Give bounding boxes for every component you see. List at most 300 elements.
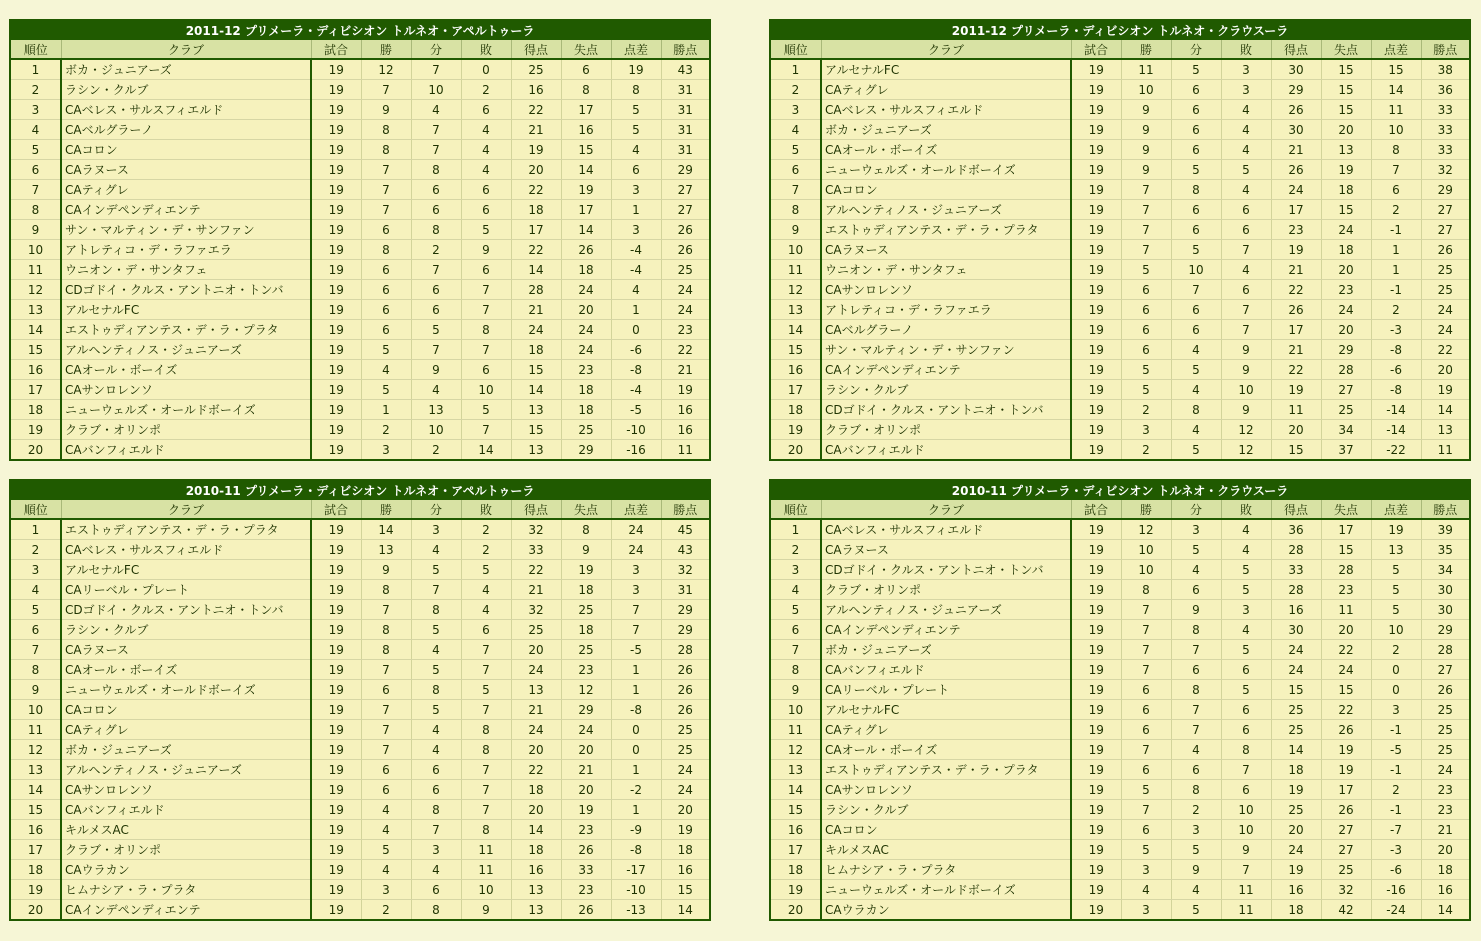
- rank-cell: 8: [771, 200, 821, 220]
- goal-diff-cell: 5: [611, 120, 661, 140]
- goals-against-cell: 17: [561, 200, 611, 220]
- drawn-cell: 10: [1171, 260, 1221, 280]
- goal-diff-cell: -5: [611, 400, 661, 420]
- goal-diff-cell: 24: [611, 540, 661, 560]
- points-cell: 24: [1421, 300, 1469, 320]
- rank-cell: 6: [11, 620, 61, 640]
- drawn-cell: 6: [1171, 80, 1221, 100]
- club-cell: CAオール・ボーイズ: [821, 140, 1071, 160]
- goals-against-cell: 20: [561, 780, 611, 800]
- points-cell: 19: [661, 820, 709, 840]
- column-header-rank: 順位: [771, 40, 821, 59]
- drawn-cell: 7: [411, 120, 461, 140]
- goals-for-cell: 26: [1271, 300, 1321, 320]
- lost-cell: 7: [461, 640, 511, 660]
- rank-cell: 17: [771, 380, 821, 400]
- goals-for-cell: 18: [511, 840, 561, 860]
- won-cell: 8: [361, 620, 411, 640]
- goals-against-cell: 25: [561, 600, 611, 620]
- table-row: [771, 400, 1469, 420]
- goals-for-cell: 26: [1271, 160, 1321, 180]
- won-cell: 6: [1121, 700, 1171, 720]
- points-cell: 25: [661, 740, 709, 760]
- goals-for-cell: 22: [1271, 360, 1321, 380]
- club-cell: アルセナルFC: [821, 59, 1071, 80]
- club-cell: CAバンフィエルド: [61, 440, 311, 460]
- won-cell: 9: [1121, 120, 1171, 140]
- drawn-cell: 5: [1171, 240, 1221, 260]
- won-cell: 7: [1121, 800, 1171, 820]
- goals-for-cell: 14: [511, 820, 561, 840]
- goal-diff-cell: -5: [1371, 740, 1421, 760]
- goals-against-cell: 32: [1321, 880, 1371, 900]
- drawn-cell: 9: [1171, 860, 1221, 880]
- rank-cell: 1: [771, 59, 821, 80]
- goal-diff-cell: -1: [1371, 280, 1421, 300]
- goals-against-cell: 12: [561, 680, 611, 700]
- points-cell: 28: [1421, 640, 1469, 660]
- goals-for-cell: 17: [1271, 200, 1321, 220]
- points-cell: 25: [1421, 260, 1469, 280]
- goal-diff-cell: 3: [611, 560, 661, 580]
- rank-cell: 18: [771, 400, 821, 420]
- column-header-goal-diff: 点差: [1371, 40, 1421, 59]
- lost-cell: 7: [461, 700, 511, 720]
- lost-cell: 10: [1221, 380, 1271, 400]
- points-cell: 24: [661, 300, 709, 320]
- points-cell: 13: [1421, 420, 1469, 440]
- goals-for-cell: 21: [511, 120, 561, 140]
- lost-cell: 2: [461, 519, 511, 540]
- won-cell: 7: [361, 740, 411, 760]
- goals-against-cell: 26: [1321, 720, 1371, 740]
- goals-for-cell: 16: [1271, 880, 1321, 900]
- goals-against-cell: 9: [561, 540, 611, 560]
- drawn-cell: 8: [411, 680, 461, 700]
- goals-for-cell: 24: [1271, 640, 1321, 660]
- won-cell: 9: [361, 560, 411, 580]
- rank-cell: 14: [11, 320, 61, 340]
- won-cell: 5: [361, 380, 411, 400]
- won-cell: 7: [361, 700, 411, 720]
- played-cell: 19: [1071, 200, 1121, 220]
- rank-cell: 8: [11, 660, 61, 680]
- goals-against-cell: 29: [561, 440, 611, 460]
- standings-table-2010-11-apertura: [9, 479, 711, 921]
- points-cell: 32: [661, 560, 709, 580]
- goals-for-cell: 24: [511, 320, 561, 340]
- table-row: [771, 700, 1469, 720]
- club-cell: ボカ・ジュニアーズ: [61, 740, 311, 760]
- lost-cell: 7: [461, 760, 511, 780]
- table-row: [11, 240, 709, 260]
- played-cell: 19: [1071, 59, 1121, 80]
- won-cell: 10: [1121, 80, 1171, 100]
- club-cell: CAラヌース: [821, 540, 1071, 560]
- lost-cell: 8: [461, 320, 511, 340]
- lost-cell: 9: [461, 240, 511, 260]
- won-cell: 7: [361, 720, 411, 740]
- rank-cell: 3: [11, 560, 61, 580]
- rank-cell: 13: [771, 300, 821, 320]
- goal-diff-cell: -16: [611, 440, 661, 460]
- points-cell: 25: [661, 720, 709, 740]
- goal-diff-cell: -8: [611, 700, 661, 720]
- table-row: [11, 440, 709, 460]
- played-cell: 19: [1071, 160, 1121, 180]
- goals-for-cell: 25: [1271, 700, 1321, 720]
- goal-diff-cell: 0: [1371, 680, 1421, 700]
- goals-against-cell: 27: [1321, 380, 1371, 400]
- club-cell: ニューウェルズ・オールドボーイズ: [61, 400, 311, 420]
- table-row: [771, 180, 1469, 200]
- club-cell: CAコロン: [821, 820, 1071, 840]
- standings-table-2011-12-apertura: [9, 19, 711, 461]
- goals-for-cell: 14: [511, 380, 561, 400]
- table-row: [11, 400, 709, 420]
- column-header-goals-for: 得点: [1271, 500, 1321, 519]
- club-cell: CAコロン: [821, 180, 1071, 200]
- goal-diff-cell: 6: [1371, 180, 1421, 200]
- goals-against-cell: 20: [1321, 120, 1371, 140]
- rank-cell: 20: [11, 900, 61, 920]
- points-cell: 15: [661, 880, 709, 900]
- goal-diff-cell: 11: [1371, 100, 1421, 120]
- table-row: [771, 380, 1469, 400]
- goals-against-cell: 18: [561, 580, 611, 600]
- won-cell: 6: [1121, 340, 1171, 360]
- lost-cell: 9: [1221, 400, 1271, 420]
- won-cell: 7: [1121, 620, 1171, 640]
- points-cell: 43: [661, 540, 709, 560]
- goals-against-cell: 26: [561, 900, 611, 920]
- rank-cell: 12: [11, 280, 61, 300]
- club-cell: サン・マルティン・デ・サンファン: [821, 340, 1071, 360]
- goals-against-cell: 14: [561, 160, 611, 180]
- club-cell: CAバンフィエルド: [821, 440, 1071, 460]
- goal-diff-cell: -3: [1371, 320, 1421, 340]
- goals-against-cell: 13: [1321, 140, 1371, 160]
- goal-diff-cell: 5: [1371, 600, 1421, 620]
- played-cell: 19: [1071, 260, 1121, 280]
- rank-cell: 19: [11, 420, 61, 440]
- won-cell: 7: [361, 600, 411, 620]
- played-cell: 19: [311, 780, 361, 800]
- lost-cell: 2: [461, 540, 511, 560]
- table-row: [11, 420, 709, 440]
- goals-for-cell: 18: [511, 780, 561, 800]
- table-row: [11, 280, 709, 300]
- drawn-cell: 6: [1171, 140, 1221, 160]
- club-cell: アルヘンティノス・ジュニアーズ: [61, 760, 311, 780]
- won-cell: 5: [361, 340, 411, 360]
- goal-diff-cell: 5: [611, 100, 661, 120]
- rank-cell: 14: [771, 320, 821, 340]
- club-cell: CDゴドイ・クルス・アントニオ・トンバ: [61, 600, 311, 620]
- won-cell: 6: [361, 220, 411, 240]
- points-cell: 27: [1421, 200, 1469, 220]
- column-header-club: クラブ: [61, 500, 311, 519]
- column-header-drawn: 分: [411, 40, 461, 59]
- goal-diff-cell: 5: [1371, 560, 1421, 580]
- goals-against-cell: 25: [561, 640, 611, 660]
- goals-against-cell: 24: [1321, 660, 1371, 680]
- won-cell: 9: [361, 100, 411, 120]
- rank-cell: 10: [771, 240, 821, 260]
- rank-cell: 4: [771, 120, 821, 140]
- club-cell: ニューウェルズ・オールドボーイズ: [821, 880, 1071, 900]
- table-title: 2010-11 プリメーラ・ディビシオン トルネオ・アペルトゥーラ: [11, 481, 709, 500]
- played-cell: 19: [311, 260, 361, 280]
- drawn-cell: 7: [1171, 700, 1221, 720]
- goals-against-cell: 18: [561, 260, 611, 280]
- won-cell: 8: [1121, 580, 1171, 600]
- club-cell: CAティグレ: [821, 80, 1071, 100]
- lost-cell: 9: [1221, 340, 1271, 360]
- points-cell: 29: [661, 620, 709, 640]
- played-cell: 19: [1071, 860, 1121, 880]
- column-header-points: 勝点: [661, 500, 709, 519]
- standings-table: [771, 481, 1469, 919]
- table-title: 2011-12 プリメーラ・ディビシオン トルネオ・クラウスーラ: [771, 21, 1469, 40]
- played-cell: 19: [311, 220, 361, 240]
- won-cell: 2: [361, 420, 411, 440]
- table-row: [771, 519, 1469, 540]
- club-cell: サン・マルティン・デ・サンファン: [61, 220, 311, 240]
- drawn-cell: 7: [1171, 720, 1221, 740]
- played-cell: 19: [1071, 400, 1121, 420]
- drawn-cell: 8: [1171, 680, 1221, 700]
- drawn-cell: 2: [1171, 800, 1221, 820]
- goals-for-cell: 32: [511, 519, 561, 540]
- played-cell: 19: [311, 240, 361, 260]
- club-cell: CAオール・ボーイズ: [821, 740, 1071, 760]
- drawn-cell: 7: [411, 59, 461, 80]
- played-cell: 19: [311, 140, 361, 160]
- goals-against-cell: 18: [561, 620, 611, 640]
- club-cell: ニューウェルズ・オールドボーイズ: [61, 680, 311, 700]
- drawn-cell: 3: [411, 840, 461, 860]
- club-cell: CDゴドイ・クルス・アントニオ・トンバ: [821, 560, 1071, 580]
- played-cell: 19: [1071, 840, 1121, 860]
- goals-for-cell: 28: [511, 280, 561, 300]
- drawn-cell: 6: [411, 280, 461, 300]
- points-cell: 33: [1421, 120, 1469, 140]
- won-cell: 7: [1121, 240, 1171, 260]
- lost-cell: 11: [461, 860, 511, 880]
- goals-against-cell: 24: [561, 340, 611, 360]
- rank-cell: 16: [771, 360, 821, 380]
- goals-against-cell: 19: [561, 180, 611, 200]
- goals-against-cell: 25: [1321, 400, 1371, 420]
- points-cell: 43: [661, 59, 709, 80]
- goals-against-cell: 17: [561, 100, 611, 120]
- rank-cell: 4: [771, 580, 821, 600]
- column-header-drawn: 分: [411, 500, 461, 519]
- goal-diff-cell: 13: [1371, 540, 1421, 560]
- lost-cell: 5: [1221, 680, 1271, 700]
- points-cell: 26: [661, 660, 709, 680]
- lost-cell: 4: [1221, 140, 1271, 160]
- column-header-club: クラブ: [61, 40, 311, 59]
- rank-cell: 3: [11, 100, 61, 120]
- points-cell: 22: [1421, 340, 1469, 360]
- column-header-goals-against: 失点: [1321, 500, 1371, 519]
- goal-diff-cell: 3: [611, 580, 661, 600]
- goals-against-cell: 20: [1321, 620, 1371, 640]
- won-cell: 3: [1121, 420, 1171, 440]
- goal-diff-cell: -8: [611, 840, 661, 860]
- played-cell: 19: [311, 380, 361, 400]
- played-cell: 19: [311, 300, 361, 320]
- goals-against-cell: 34: [1321, 420, 1371, 440]
- goals-for-cell: 24: [511, 720, 561, 740]
- rank-cell: 14: [771, 780, 821, 800]
- club-cell: アトレティコ・デ・ラファエラ: [61, 240, 311, 260]
- goals-for-cell: 13: [511, 440, 561, 460]
- goals-for-cell: 19: [511, 140, 561, 160]
- rank-cell: 9: [771, 220, 821, 240]
- goals-for-cell: 30: [1271, 120, 1321, 140]
- rank-cell: 11: [11, 260, 61, 280]
- goal-diff-cell: 4: [611, 140, 661, 160]
- drawn-cell: 6: [1171, 320, 1221, 340]
- goals-for-cell: 20: [1271, 820, 1321, 840]
- goals-against-cell: 19: [1321, 740, 1371, 760]
- goals-for-cell: 19: [1271, 860, 1321, 880]
- points-cell: 24: [661, 780, 709, 800]
- won-cell: 6: [1121, 760, 1171, 780]
- played-cell: 19: [311, 700, 361, 720]
- table-title: 2010-11 プリメーラ・ディビシオン トルネオ・クラウスーラ: [771, 481, 1469, 500]
- drawn-cell: 7: [1171, 280, 1221, 300]
- rank-cell: 10: [771, 700, 821, 720]
- table-row: [11, 560, 709, 580]
- table-row: [771, 740, 1469, 760]
- points-cell: 14: [1437, 902, 1453, 917]
- played-cell: 19: [311, 59, 361, 80]
- rank-cell: 5: [11, 140, 61, 160]
- table-row: [11, 600, 709, 620]
- goals-for-cell: 18: [511, 200, 561, 220]
- column-header-goals-for: 得点: [511, 500, 561, 519]
- played-cell: 19: [1071, 600, 1121, 620]
- club-cell: キルメスAC: [61, 820, 311, 840]
- points-cell: 39: [1421, 519, 1469, 540]
- points-cell: 36: [1421, 80, 1469, 100]
- won-cell: 10: [1121, 540, 1171, 560]
- drawn-cell: 3: [1171, 820, 1221, 840]
- club-cell: ウニオン・デ・サンタフェ: [61, 260, 311, 280]
- table-row: [11, 300, 709, 320]
- rank-cell: 12: [11, 740, 61, 760]
- points-cell: 23: [661, 320, 709, 340]
- played-cell: 19: [1071, 440, 1121, 460]
- played-cell: 19: [311, 640, 361, 660]
- goals-against-cell: 25: [1321, 860, 1371, 880]
- table-row: [771, 140, 1469, 160]
- rank-cell: 17: [11, 840, 61, 860]
- won-cell: 12: [1121, 519, 1171, 540]
- points-cell: 34: [1421, 560, 1469, 580]
- goals-against-cell: 23: [1321, 580, 1371, 600]
- rank-cell: 10: [11, 700, 61, 720]
- points-cell: 27: [1421, 660, 1469, 680]
- table-row: [11, 220, 709, 240]
- won-cell: 6: [361, 280, 411, 300]
- points-cell: 29: [661, 600, 709, 620]
- drawn-cell: 8: [411, 220, 461, 240]
- club-cell: CAオール・ボーイズ: [61, 660, 311, 680]
- played-cell: 19: [1071, 900, 1121, 920]
- lost-cell: 5: [1221, 580, 1271, 600]
- played-cell: 19: [1071, 240, 1121, 260]
- won-cell: 14: [361, 519, 411, 540]
- goals-for-cell: 17: [511, 220, 561, 240]
- rank-cell: 4: [11, 580, 61, 600]
- table-row: [771, 80, 1469, 100]
- drawn-cell: 5: [411, 700, 461, 720]
- table-row: [11, 320, 709, 340]
- goal-diff-cell: -8: [1371, 380, 1421, 400]
- goal-diff-cell: -1: [1371, 800, 1421, 820]
- column-header-lost: 敗: [461, 40, 511, 59]
- rank-cell: 6: [771, 620, 821, 640]
- points-cell: 19: [661, 380, 709, 400]
- table-row: [771, 220, 1469, 240]
- goal-diff-cell: 1: [611, 200, 661, 220]
- goal-diff-cell: 0: [1371, 660, 1421, 680]
- points-cell: 26: [661, 220, 709, 240]
- goal-diff-cell: -3: [1371, 840, 1421, 860]
- column-header-points: 勝点: [1421, 40, 1469, 59]
- column-header-club: クラブ: [821, 40, 1071, 59]
- drawn-cell: 5: [411, 620, 461, 640]
- won-cell: 6: [1121, 300, 1171, 320]
- table-row: [771, 440, 1469, 460]
- drawn-cell: 8: [1171, 620, 1221, 640]
- column-header-won: 勝: [1121, 40, 1171, 59]
- drawn-cell: 4: [1171, 880, 1221, 900]
- played-cell: 19: [1071, 540, 1121, 560]
- rank-cell: 2: [771, 80, 821, 100]
- played-cell: 19: [311, 280, 361, 300]
- played-cell: 19: [311, 820, 361, 840]
- won-cell: 5: [1121, 260, 1171, 280]
- drawn-cell: 6: [1171, 300, 1221, 320]
- goal-diff-cell: -4: [611, 380, 661, 400]
- won-cell: 8: [361, 640, 411, 660]
- won-cell: 9: [1121, 100, 1171, 120]
- points-cell: 31: [661, 120, 709, 140]
- club-cell: エストゥディアンテス・デ・ラ・プラタ: [821, 220, 1071, 240]
- played-cell: 19: [311, 400, 361, 420]
- column-header-goals-for: 得点: [1271, 40, 1321, 59]
- points-cell: 35: [1421, 540, 1469, 560]
- drawn-cell: 10: [411, 420, 461, 440]
- played-cell: 19: [311, 800, 361, 820]
- goals-for-cell: 20: [511, 640, 561, 660]
- points-cell: 25: [1421, 700, 1469, 720]
- played-cell: 19: [1071, 80, 1121, 100]
- goals-against-cell: 28: [1321, 360, 1371, 380]
- club-cell: ラシン・クルブ: [61, 80, 311, 100]
- lost-cell: 5: [461, 560, 511, 580]
- goal-diff-cell: 0: [611, 720, 661, 740]
- lost-cell: 8: [461, 740, 511, 760]
- goals-against-cell: 18: [561, 380, 611, 400]
- goal-diff-cell: 3: [611, 220, 661, 240]
